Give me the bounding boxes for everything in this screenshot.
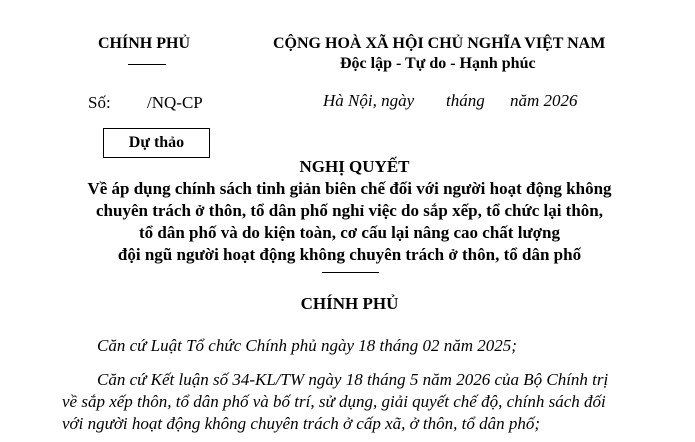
issuer-name: CHÍNH PHỦ	[98, 35, 190, 52]
subtitle-line: Về áp dụng chính sách tinh giản biên chế đối với người hoạt động không	[87, 179, 612, 198]
draft-stamp	[103, 128, 210, 158]
subtitle-line: đội ngũ người hoạt động không chuyên trách ở thôn, tổ dân phố	[117, 245, 582, 264]
preamble-paragraph	[97, 335, 517, 357]
doc-number-label: Số:	[88, 93, 111, 112]
body-issuer-heading: CHÍNH PHỦ	[300, 294, 399, 313]
title-divider	[322, 272, 379, 273]
date-month: tháng	[446, 91, 485, 110]
preamble-line: Căn cứ Luật Tổ chức Chính phủ ngày 18 tháng 02 năm 2025;	[97, 336, 517, 355]
country-name: CỘNG HOÀ XÃ HỘI CHỦ NGHĨA VIỆT NAM	[273, 35, 606, 52]
preamble-line: với người hoạt động không chuyên trách ở cấp xã, ở thôn, tổ dân phố;	[62, 414, 541, 433]
doc-number-code: /NQ-CP	[147, 93, 203, 112]
national-motto: Độc lập - Tự do - Hạnh phúc	[340, 55, 536, 72]
doc-type-title: NGHỊ QUYẾT	[299, 157, 410, 176]
date-year: năm 2026	[510, 91, 578, 110]
doc-subtitle	[2, 178, 695, 266]
draft-label: Dự thảo	[128, 134, 185, 151]
subtitle-line: chuyên trách ở thôn, tổ dân phố nghỉ việc do sắp xếp, tổ chức lại thôn,	[95, 201, 604, 220]
preamble-paragraph	[62, 369, 662, 435]
date-place: Hà Nội, ngày	[323, 91, 415, 110]
subtitle-line: tổ dân phố và do kiện toàn, cơ cấu lại nâng cao chất lượng	[138, 223, 561, 242]
preamble-line: về sắp xếp thôn, tổ dân phố và bố trí, sử dụng, giải quyết chế độ, chính sách đối	[62, 392, 606, 411]
preamble-line: Căn cứ Kết luận số 34-KL/TW ngày 18 tháng 5 năm 2026 của Bộ Chính trị	[97, 370, 609, 389]
issuer-underline	[128, 64, 166, 65]
